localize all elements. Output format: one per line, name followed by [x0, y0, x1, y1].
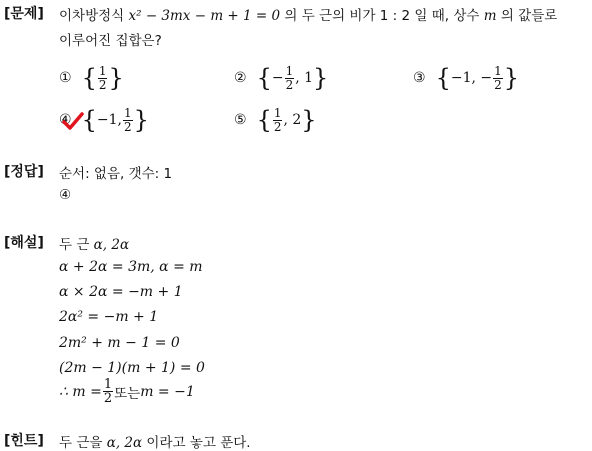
choice-2[interactable]: ② { − $\frac{1}{2}$ , 1 }	[234, 63, 329, 92]
solution-label: [해설]	[4, 235, 44, 251]
solution-line-2: α × 2α = −m + 1	[59, 284, 183, 300]
choice-4-number: ④	[59, 112, 72, 128]
answer-meta: 순서: 없음, 갯수: 1	[59, 166, 173, 182]
checkmark-icon	[62, 112, 84, 130]
hint-label: [힌트]	[4, 433, 44, 449]
choice-3-number: ③	[413, 70, 426, 86]
solution-line-4: 2m² + m − 1 = 0	[59, 335, 180, 351]
solution-line-3: 2α² = −m + 1	[59, 309, 159, 325]
choice-5-number: ⑤	[234, 112, 247, 128]
choice-4[interactable]: ④ { −1, $\frac{1}{2}$ }	[59, 105, 149, 134]
problem-text-line1: 이차방정식 x² − 3mx − m + 1 = 0 의 두 근의 비가 1 : 2 일 때, 상수 m 의 값들로	[59, 8, 558, 24]
choice-3[interactable]: ③ { −1, − $\frac{1}{2}$ }	[413, 63, 520, 92]
solution-intro: 두 근 α, 2α	[59, 237, 130, 253]
solution-line-1: α + 2α = 3m, α = m	[59, 259, 203, 275]
choice-1[interactable]: ① { $\frac{1}{2}$ }	[59, 63, 124, 92]
problem-equation: x² − 3mx − m + 1 = 0	[128, 8, 281, 24]
solution-line-5: (2m − 1)(m + 1) = 0	[59, 360, 205, 376]
choice-5[interactable]: ⑤ { $\frac{1}{2}$ , 2 }	[234, 105, 317, 134]
solution-conclusion: ∴ m = $\frac{1}{2}$ 또는 m = −1	[59, 377, 195, 406]
hint-text: 두 근을 α, 2α 이라고 놓고 푼다.	[59, 435, 251, 451]
answer-value: ④	[59, 187, 72, 203]
problem-text-line2: 이루어진 집합은?	[59, 33, 162, 49]
choice-2-number: ②	[234, 70, 247, 86]
choice-1-number: ①	[59, 70, 72, 86]
problem-label: [문제]	[4, 6, 44, 22]
answer-label: [정답]	[4, 164, 44, 180]
